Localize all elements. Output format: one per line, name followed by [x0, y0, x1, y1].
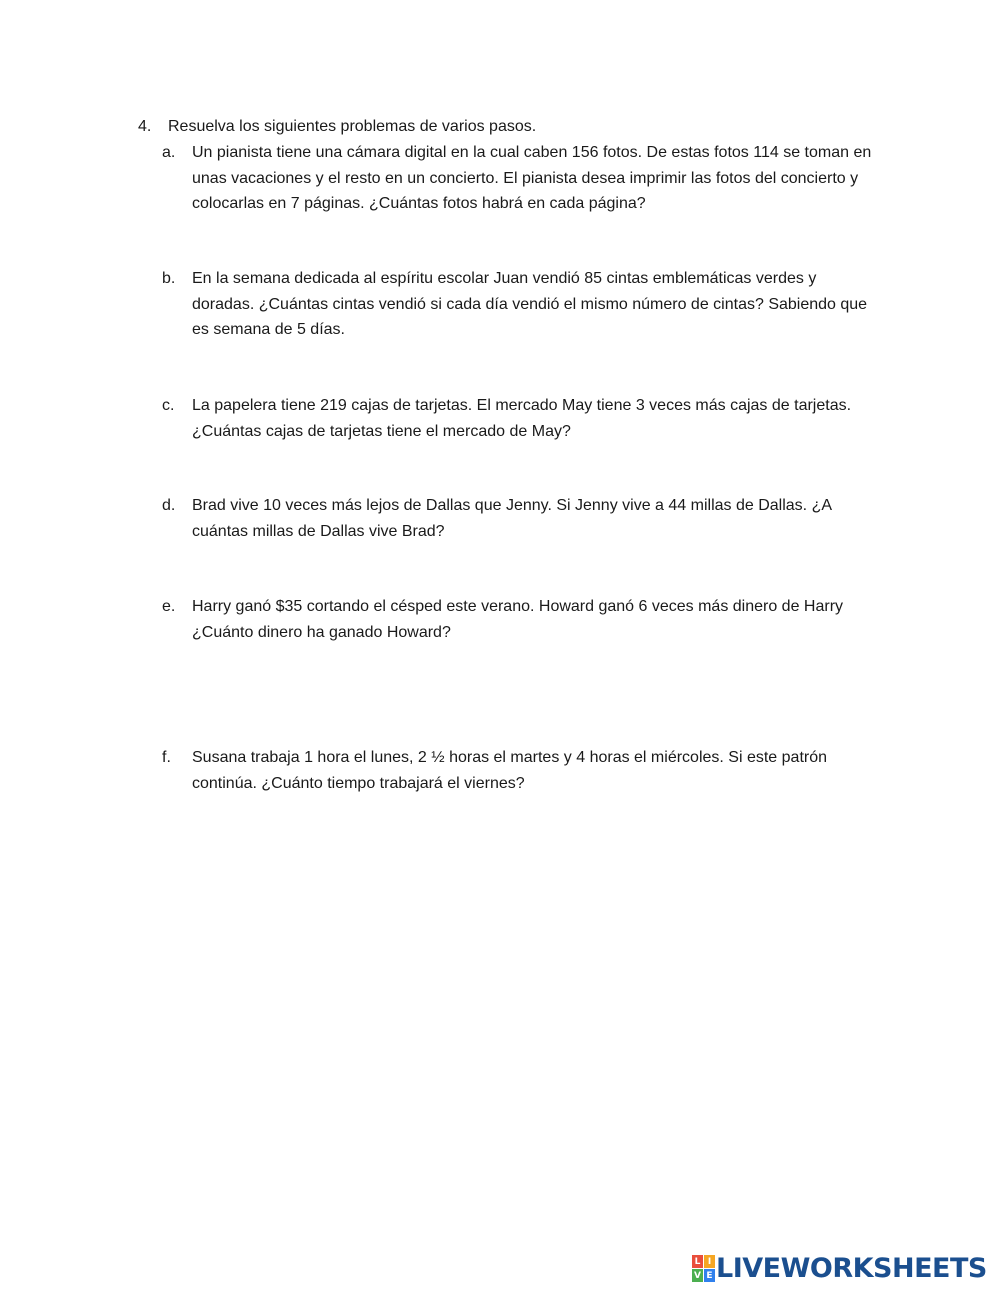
liveworksheets-logo: [692, 1253, 987, 1283]
logo-mark-letter: I: [704, 1255, 715, 1268]
logo-mark-letter: L: [692, 1255, 703, 1268]
problem-b: [162, 266, 882, 343]
problem-d: [162, 493, 882, 544]
problem-letter: f.: [162, 749, 171, 766]
logo-mark-letter: V: [692, 1269, 703, 1282]
problem-text: Un pianista tiene una cámara digital en la cual caben 156 fotos. De estas fotos 114 se toman en unas vacaciones y el resto en un concierto. El pianista desea imprimir las fotos del concierto y colocarlas en 7 páginas. ¿Cuántas fotos habrá en cada página?: [192, 144, 872, 212]
problem-text: La papelera tiene 219 cajas de tarjetas. El mercado May tiene 3 veces más cajas de tarjetas. ¿Cuántas cajas de tarjetas tiene el mercado de May?: [192, 397, 852, 440]
problem-text: Brad vive 10 veces más lejos de Dallas que Jenny. Si Jenny vive a 44 millas de Dallas. ¿A cuántas millas de Dallas vive Brad?: [192, 497, 832, 540]
problem-letter: e.: [162, 598, 176, 615]
problem-letter: c.: [162, 397, 175, 414]
problem-f: [162, 745, 882, 796]
logo-mark-letter: E: [704, 1269, 715, 1282]
problem-text: Susana trabaja 1 hora el lunes, 2 ½ horas el martes y 4 horas el miércoles. Si este patrón continúa. ¿Cuánto tiempo trabajará el viernes?: [192, 749, 828, 792]
problem-text: En la semana dedicada al espíritu escolar Juan vendió 85 cintas emblemáticas verdes y doradas. ¿Cuántas cintas vendió si cada día vendió el mismo número de cintas? Sabiendo que es semana de 5 días.: [192, 270, 868, 338]
logo-mark-icon: [692, 1255, 714, 1281]
problem-a: [162, 140, 882, 217]
logo-text: LIVEWORKSHEETS: [716, 1252, 987, 1284]
question-heading: [138, 116, 536, 138]
problem-letter: b.: [162, 270, 176, 287]
problem-e: [162, 594, 882, 645]
problem-letter: d.: [162, 497, 176, 514]
problem-c: [162, 393, 882, 444]
problem-letter: a.: [162, 144, 176, 161]
question-title: Resuelva los siguientes problemas de varios pasos.: [168, 118, 537, 135]
problem-text: Harry ganó $35 cortando el césped este verano. Howard ganó 6 veces más dinero de Harry ¿Cuánto dinero ha ganado Howard?: [192, 598, 844, 641]
question-number: 4.: [138, 118, 152, 135]
